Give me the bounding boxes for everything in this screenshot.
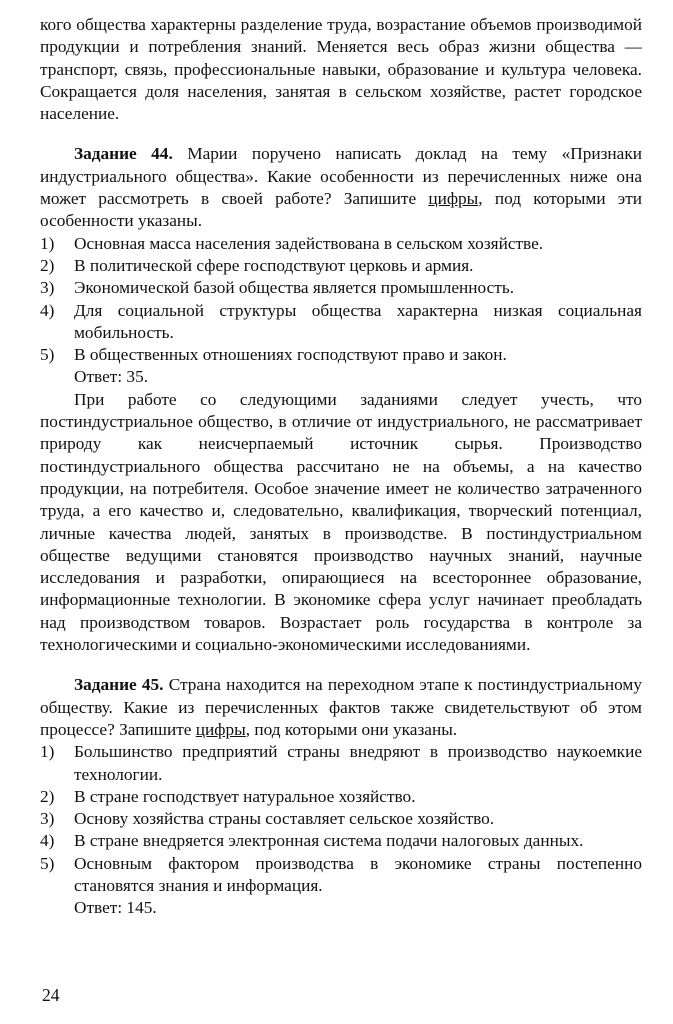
option-text: Экономической базой общества является промышленность. bbox=[74, 278, 515, 298]
task-44-prompt-before: Марии поручено написать доклад на тему «Признаки индустриального общества». Какие особенности из перечисленных ниже она может рассмотреть в своей работе? Запишите bbox=[40, 144, 642, 209]
option-number: 5) bbox=[40, 345, 55, 365]
option-number: 1) bbox=[40, 233, 55, 253]
task-44-prompt-after: , под которыми эти особенности указаны. bbox=[40, 189, 643, 231]
task-44-prompt bbox=[40, 143, 642, 232]
option-number: 5) bbox=[40, 853, 55, 873]
task-45-option-2 bbox=[40, 786, 642, 808]
task-45 bbox=[40, 674, 642, 919]
task-45-prompt bbox=[40, 674, 642, 741]
task-44-prompt-underlined: цифры bbox=[428, 189, 479, 209]
page-number: 24 bbox=[42, 985, 60, 1005]
option-text: В стране господствует натуральное хозяйство. bbox=[74, 786, 416, 806]
intro-paragraph: кого общества характерны разделение труда, возрастание объемов производимой продукции и потребления знаний. Меняется весь образ жизни общества — транспорт, связь, профессиональные навыки, образование и культура человека. Сокращается доля населения, занятая в сельском хозяйстве, растет городское население. bbox=[40, 15, 642, 124]
option-text: Основным фактором производства в экономике страны постепенно становятся знания и информация. bbox=[74, 853, 642, 895]
task-45-answer: Ответ: 145. bbox=[74, 898, 157, 918]
option-text: Основная масса населения задействована в сельском хозяйстве. bbox=[74, 233, 544, 253]
task-45-prompt-after: , под которыми они указаны. bbox=[245, 719, 458, 739]
option-text: Основу хозяйства страны составляет сельское хозяйство. bbox=[74, 809, 495, 829]
option-number: 3) bbox=[40, 809, 55, 829]
task-45-option-1 bbox=[40, 741, 642, 786]
option-text: В стране внедряется электронная система подачи налоговых данных. bbox=[74, 831, 584, 851]
task-45-options bbox=[40, 741, 642, 897]
explanation-paragraph: При работе со следующими заданиями следует учесть, что постиндустриальное общество, в отличие от индустриального, не рассматривает природу как неисчерпаемый источник сырья. Производство постиндустриального общества рассчитано не на объемы, а на качество продукции, на потребителя. Особое значение имеет не количество затраченного труда, а его качество и, следовательно, квалификация, творческий потенциал, личные качества людей, занятых в производстве. В постиндустриальном обществе ведущими становятся производство научных знаний, научные исследования и разработки, опирающиеся на всестороннее образование, информационные технологии. В экономике сфера услуг начинает преобладать над производством товаров. Возрастает роль государства в контроле за технологическими и социально-экономическими исследованиями. bbox=[40, 389, 642, 655]
task-44 bbox=[40, 143, 642, 388]
option-number: 1) bbox=[40, 742, 55, 762]
option-text: Большинство предприятий страны внедряют в производство наукоемкие технологии. bbox=[74, 742, 642, 784]
option-text: Для социальной структуры общества характерна низкая социальная мобильность. bbox=[74, 300, 642, 342]
task-44-option-1 bbox=[40, 233, 642, 255]
task-44-option-2 bbox=[40, 255, 642, 277]
option-text: В политической сфере господствуют церковь и армия. bbox=[74, 255, 474, 275]
option-number: 2) bbox=[40, 786, 55, 806]
task-44-option-5 bbox=[40, 344, 642, 366]
option-number: 4) bbox=[40, 831, 55, 851]
task-44-title: Задание 44. bbox=[74, 144, 173, 164]
option-number: 3) bbox=[40, 278, 55, 298]
task-44-option-4 bbox=[40, 300, 642, 345]
task-44-option-3 bbox=[40, 277, 642, 299]
option-number: 2) bbox=[40, 255, 55, 275]
option-text: В общественных отношениях господствуют право и закон. bbox=[74, 345, 507, 365]
task-44-options bbox=[40, 233, 642, 367]
option-number: 4) bbox=[40, 300, 55, 320]
page-content bbox=[40, 14, 642, 920]
task-45-title: Задание 45. bbox=[74, 675, 164, 695]
task-45-option-4 bbox=[40, 830, 642, 852]
task-45-prompt-underlined: цифры bbox=[195, 719, 246, 739]
task-45-option-5 bbox=[40, 853, 642, 898]
task-45-option-3 bbox=[40, 808, 642, 830]
task-45-prompt-before: Страна находится на переходном этапе к постиндустриальному обществу. Какие из перечисленных фактов также свидетельствуют об этом процессе? Запишите bbox=[40, 675, 643, 739]
task-44-answer: Ответ: 35. bbox=[74, 367, 149, 387]
